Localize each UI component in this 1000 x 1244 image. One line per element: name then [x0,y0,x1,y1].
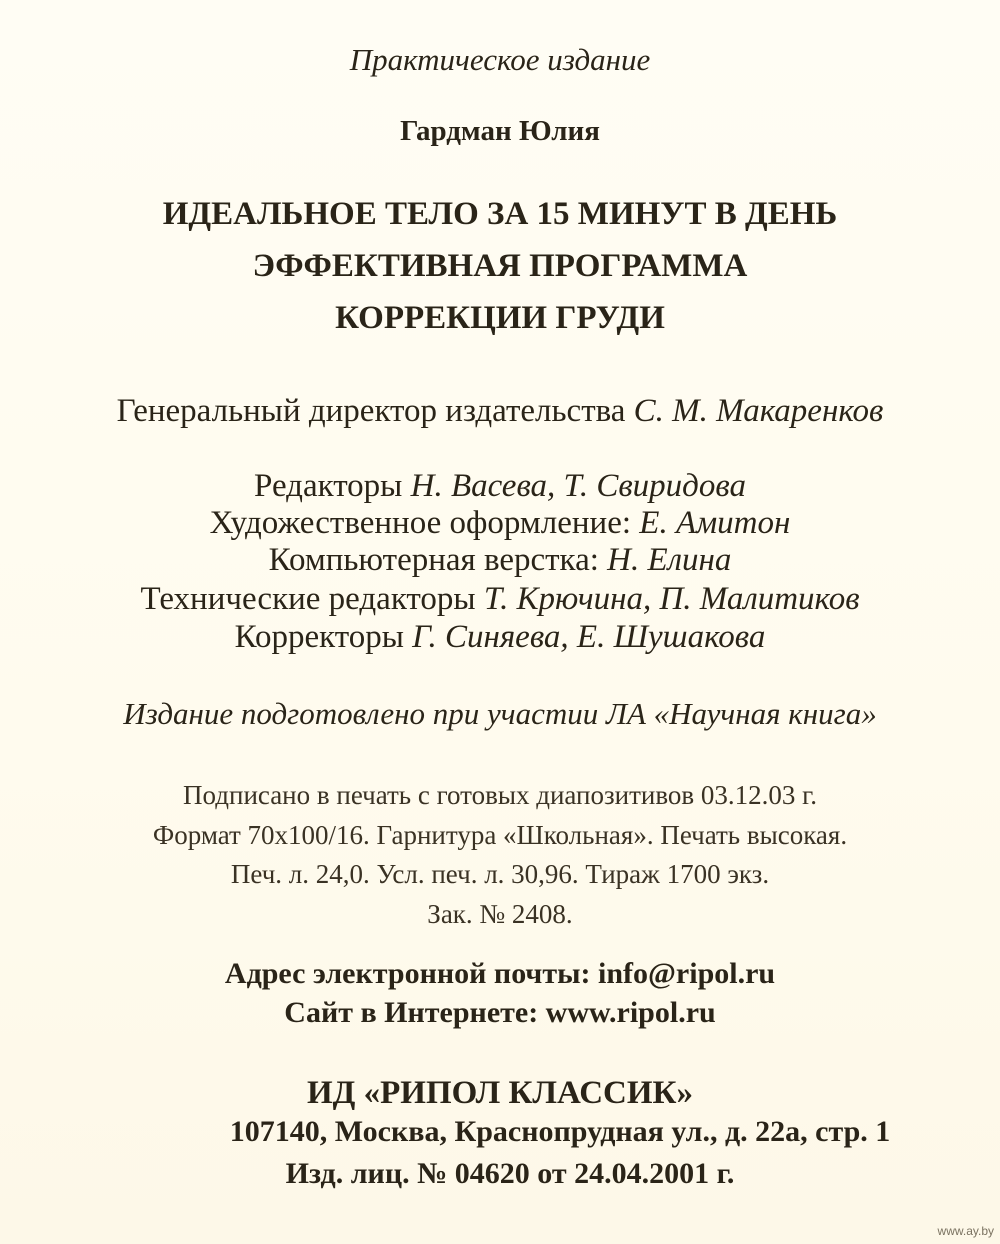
credit-label: Технические редакторы [140,581,484,617]
credit-label: Корректоры [234,619,413,655]
credit-names: Н. Васева, Т. Свиридова [410,468,746,504]
general-director [0,395,1000,428]
credit-technical-editors [0,583,1000,616]
author-name: Гардман Юлия [400,115,600,147]
credit-label: Редакторы [254,468,411,504]
contact-email: Адрес электронной почты: info@ripol.ru [224,957,776,990]
credit-art-design [0,507,1000,540]
credit-names: Е. Амитон [639,505,791,541]
publisher-address: 107140, Москва, Краснопрудная ул., д. 22а, стр. 1 [229,1115,891,1148]
credit-names: Н. Елина [607,542,732,578]
publisher-license: Изд. лиц. № 04620 от 24.04.2001 г. [285,1157,735,1190]
book-title-line-2: ЭФФЕКТИВНАЯ ПРОГРАММА [252,248,748,284]
prepared-note: Издание подготовлено при участии ЛА «Научная книга» [123,696,877,731]
general-director-label: Генеральный директор издательства [116,393,634,429]
watermark: www.ay.by [937,1224,994,1238]
print-info-line: Подписано в печать с готовых диапозитивов 03.12.03 г. [183,780,817,810]
print-info-line: Зак. № 2408. [427,899,573,929]
book-title-line-3: КОРРЕКЦИИ ГРУДИ [335,300,665,336]
credit-label: Художественное оформление: [209,505,640,541]
print-info-line: Формат 70х100/16. Гарнитура «Школьная». Печать высокая. [152,820,848,850]
credit-names: Т. Крючина, П. Малитиков [483,581,860,617]
credit-editors [0,470,1000,503]
book-title-line-1: ИДЕАЛЬНОЕ ТЕЛО ЗА 15 МИНУТ В ДЕНЬ [162,196,838,232]
contact-website: Сайт в Интернете: www.ripol.ru [284,996,716,1029]
publisher-name: ИД «РИПОЛ КЛАССИК» [307,1075,693,1111]
credit-names: Г. Синяева, Е. Шушакова [412,619,766,655]
credit-layout [0,544,1000,577]
edition-type: Практическое издание [349,42,651,77]
general-director-name: С. М. Макаренков [633,393,884,429]
credit-label: Компьютерная верстка: [268,542,608,578]
print-info-line: Печ. л. 24,0. Усл. печ. л. 30,96. Тираж 1700 экз. [230,859,770,889]
credit-proofreaders [0,621,1000,654]
